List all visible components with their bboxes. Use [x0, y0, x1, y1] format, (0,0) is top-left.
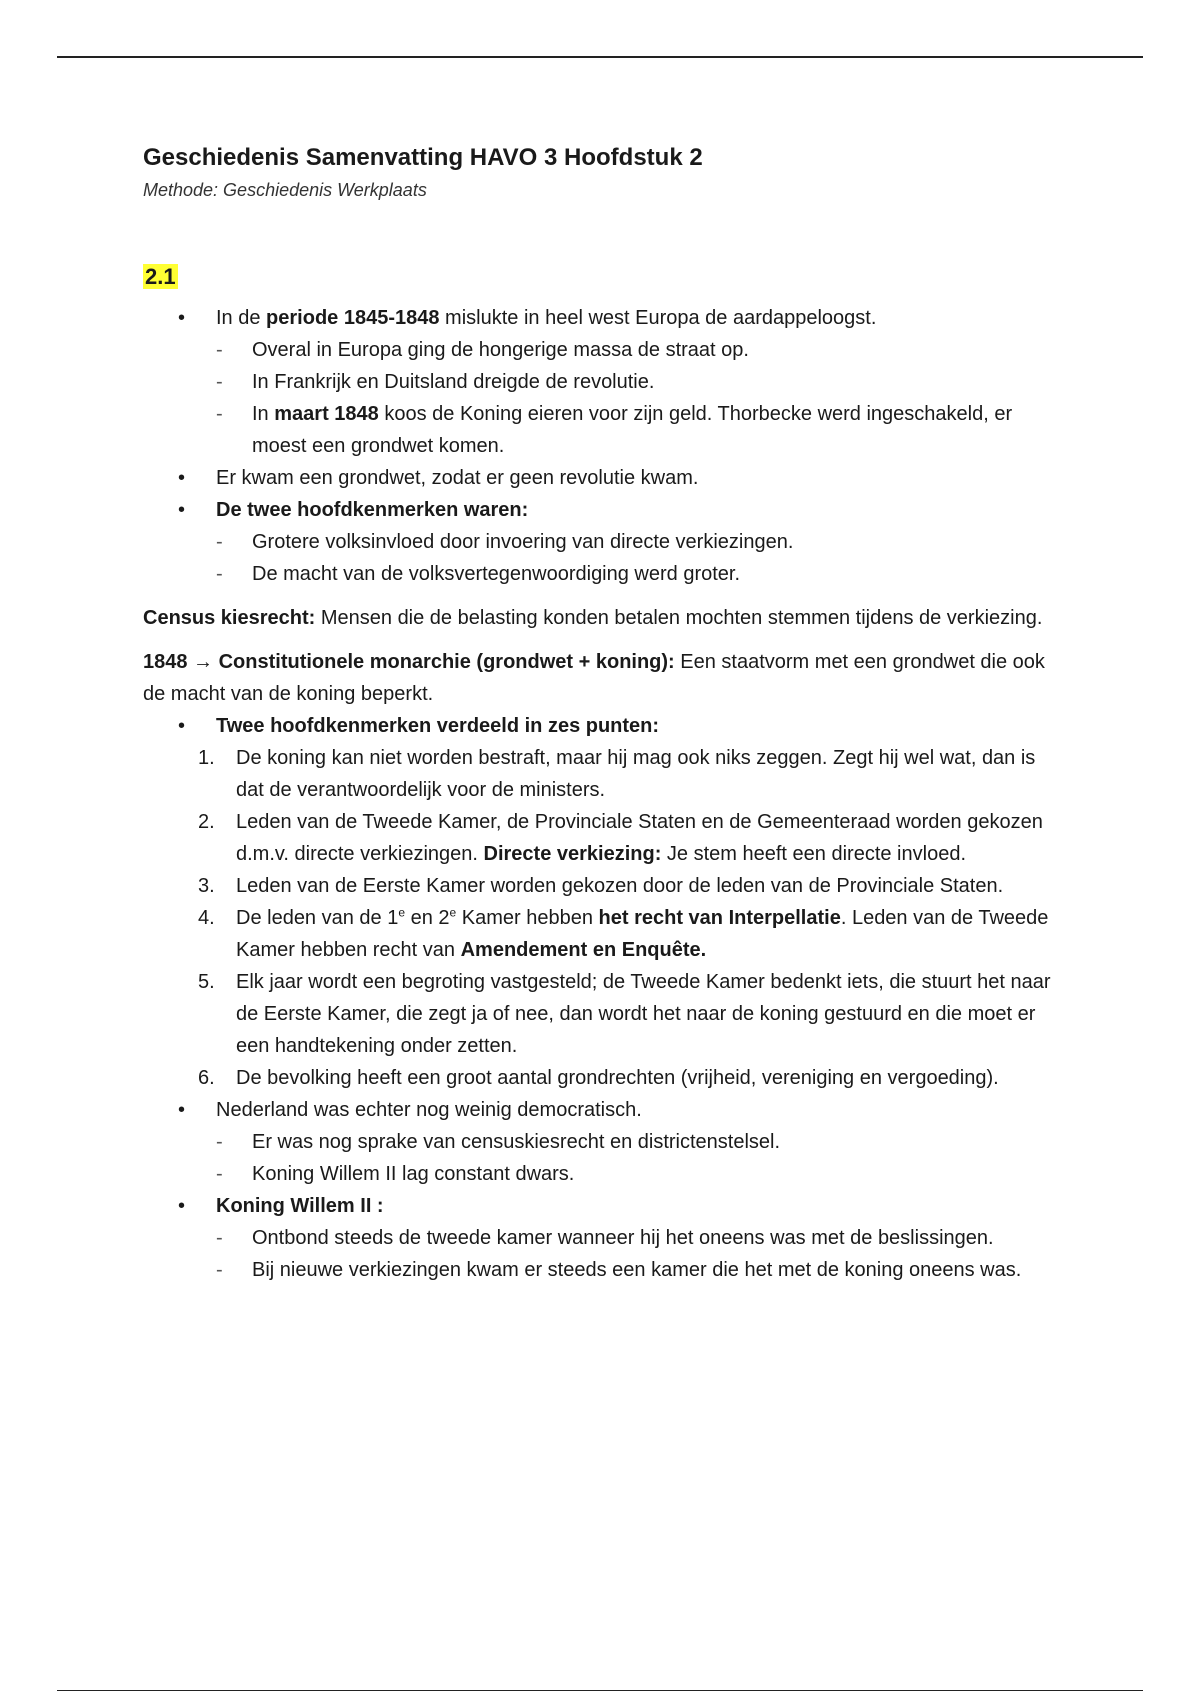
- bullet-list-2: [143, 710, 1063, 742]
- dash-item: - De macht van de volksvertegenwoordiging werd groter.: [216, 558, 1063, 590]
- numbered-item: [143, 1062, 1063, 1094]
- dash-item: - In Frankrijk en Duitsland dreigde de revolutie.: [216, 366, 1063, 398]
- census-text: Mensen die de belasting konden betalen mochten stemmen tijdens de verkiezing.: [315, 607, 1043, 629]
- dash-item: - Bij nieuwe verkiezingen kwam er steeds een kamer die het met de koning oneens was.: [216, 1254, 1063, 1286]
- item-number: 3.: [198, 875, 215, 897]
- numbered-item: [143, 902, 1063, 966]
- item-number: 5.: [198, 971, 215, 993]
- item-text: De bevolking heeft een groot aantal grondrechten (vrijheid, vereniging en vergoeding).: [236, 1067, 999, 1089]
- bullet-bold: periode 1845-1848: [266, 307, 440, 329]
- numbered-item: [143, 870, 1063, 902]
- bullet-item: [143, 1190, 1063, 1286]
- monarchy-definition: [143, 646, 1063, 710]
- bullet-text: mislukte in heel west Europa de aardappeloogst.: [439, 307, 877, 329]
- bullet-list-3: [143, 1094, 1063, 1286]
- dash-item: - Grotere volksinvloed door invoering van directe verkiezingen.: [216, 526, 1063, 558]
- dash-item: - Er was nog sprake van censuskiesrecht en districtenstelsel.: [216, 1126, 1063, 1158]
- dash-list: [216, 1126, 1063, 1190]
- bullet-text: Nederland was echter nog weinig democratisch.: [216, 1099, 642, 1121]
- item-number: 6.: [198, 1067, 215, 1089]
- item-bold: Directe verkiezing:: [483, 843, 662, 865]
- dash-item: - Overal in Europa ging de hongerige massa de straat op.: [216, 334, 1063, 366]
- dash-text: koos de Koning eieren voor zijn geld. Thorbecke werd ingeschakeld, er moest een grondwet komen.: [252, 403, 1013, 457]
- item-text: Leden van de Tweede Kamer, de Provinciale Staten en de Gemeenteraad worden gekozen d.m.v. directe verkiezingen.: [236, 811, 1043, 865]
- numbered-item: [143, 806, 1063, 870]
- dash-list: [216, 334, 1063, 462]
- numbered-item: [143, 966, 1063, 1062]
- numbered-list: [143, 742, 1063, 1094]
- section-heading: [143, 262, 1063, 292]
- bullet-item: [143, 710, 1063, 742]
- census-term: Census kiesrecht:: [143, 607, 316, 629]
- item-number: 2.: [198, 811, 215, 833]
- item-text: De leden van de 1: [236, 907, 399, 929]
- item-text: Je stem heeft een directe invloed.: [661, 843, 966, 865]
- monarchy-text: Een staatvorm met een grondwet die ook de macht van de koning beperkt.: [143, 651, 1045, 705]
- dash-text: In: [252, 403, 275, 425]
- ordinal-sup: e: [449, 905, 457, 920]
- item-number: 4.: [198, 907, 215, 929]
- item-bold: Amendement en Enquête.: [460, 939, 707, 961]
- item-text: Leden van de Eerste Kamer worden gekozen door de leden van de Provinciale Staten.: [236, 875, 1004, 897]
- bullet-bold: De twee hoofdkenmerken waren:: [216, 499, 529, 521]
- item-bold: het recht van Interpellatie: [598, 907, 841, 929]
- footer-rule: [57, 1690, 1143, 1691]
- numbered-item: [143, 742, 1063, 806]
- bullet-list-1: [143, 302, 1063, 590]
- monarchy-term: 1848 → Constitutionele monarchie (grondwet + koning):: [143, 651, 675, 673]
- dash-bold: maart 1848: [274, 403, 379, 425]
- item-number: 1.: [198, 747, 215, 769]
- ordinal-sup: e: [398, 905, 406, 920]
- dash-item: - Koning Willem II lag constant dwars.: [216, 1158, 1063, 1190]
- bullet-item: • Er kwam een grondwet, zodat er geen revolutie kwam.: [143, 462, 1063, 494]
- bullet-item: [143, 1094, 1063, 1190]
- dash-item: [216, 398, 1063, 462]
- item-text: . Leden van de Tweede Kamer hebben recht van: [236, 907, 1049, 961]
- bullet-bold: Twee hoofdkenmerken verdeeld in zes punten:: [216, 715, 660, 737]
- item-text: De koning kan niet worden bestraft, maar hij mag ook niks zeggen. Zegt hij wel wat, dan is dat de verantwoordelijk voor de ministers.: [236, 747, 1036, 801]
- dash-list: [216, 526, 1063, 590]
- census-definition: [143, 602, 1063, 634]
- document-body: [143, 140, 1063, 1286]
- bullet-text: In de: [216, 307, 267, 329]
- item-text: Kamer hebben: [456, 907, 599, 929]
- header-rule: [57, 56, 1143, 58]
- bullet-item: [143, 302, 1063, 462]
- section-number: 2.1: [145, 264, 176, 289]
- item-text: Elk jaar wordt een begroting vastgesteld; de Tweede Kamer bedenkt iets, die stuurt het naar de Eerste Kamer, die zegt ja of nee, dan wordt het naar de koning gestuurd en die moet er een handtekening onder zetten.: [236, 971, 1051, 1057]
- item-text: en 2: [405, 907, 450, 929]
- dash-item: - Ontbond steeds de tweede kamer wanneer hij het oneens was met de beslissingen.: [216, 1222, 1063, 1254]
- dash-list: [216, 1222, 1063, 1286]
- document-subtitle: Methode: Geschiedenis Werkplaats: [143, 180, 427, 200]
- bullet-item: [143, 494, 1063, 590]
- bullet-bold: Koning Willem II :: [216, 1195, 384, 1217]
- document-title: Geschiedenis Samenvatting HAVO 3 Hoofdstuk 2: [143, 144, 703, 171]
